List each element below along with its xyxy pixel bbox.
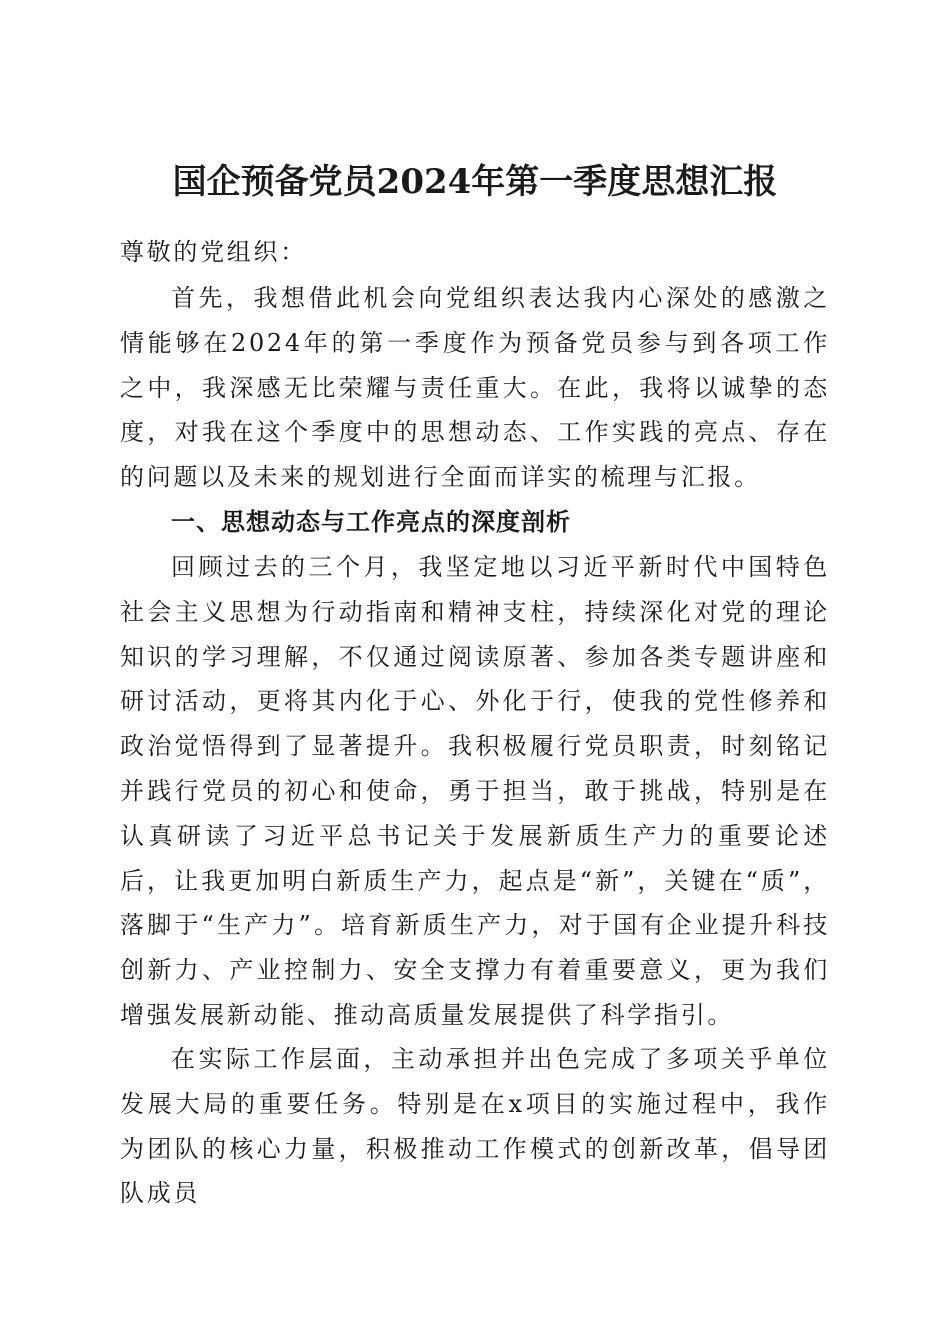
section-heading-1: 一、思想动态与工作亮点的深度剖析 [171,508,571,536]
document-title: 国企预备党员2024年第一季度思想汇报 [172,161,778,202]
salutation: 尊敬的党组织： [120,238,307,266]
paragraph-thought-review: 回顾过去的三个月，我坚定地以习近平新时代中国特色社会主义思想为行动指南和精神支柱，持续深化对党的理论知识的学习理解，不仅通过阅读原著、参加各类专题讲座和研讨活动，更将其内化于心、外化于行，使我的党性修养和政治觉悟得到了显著提升。我积极履行党员职责，时刻铭记并践行党员的初心和使命，勇于担当，敢于挑战，特别是在认真研读了习近平总书记关于发展新质生产力的重要论述后，让我更加明白新质生产力，起点是“新”，关键在“质”，落脚于“生产力”。培育新质生产力，对于国有企业提升科技创新力、产业控制力、安全支撑力有着重要意义，更为我们增强发展新动能、推动高质量发展提供了科学指引。 [120,553,830,1029]
paragraph-work-practice: 在实际工作层面，主动承担并出色完成了多项关乎单位发展大局的重要任务。特别是在x项目的实施过程中，我作为团队的核心力量，积极推动工作模式的创新改革，倡导团队成员 [120,1045,830,1208]
paragraph-intro: 首先，我想借此机会向党组织表达我内心深处的感激之情能够在2024年的第一季度作为预备党员参与到各项工作之中，我深感无比荣耀与责任重大。在此，我将以诚挚的态度，对我在这个季度中的思想动态、工作实践的亮点、存在的问题以及未来的规划进行全面而详实的梳理与汇报。 [120,284,830,492]
